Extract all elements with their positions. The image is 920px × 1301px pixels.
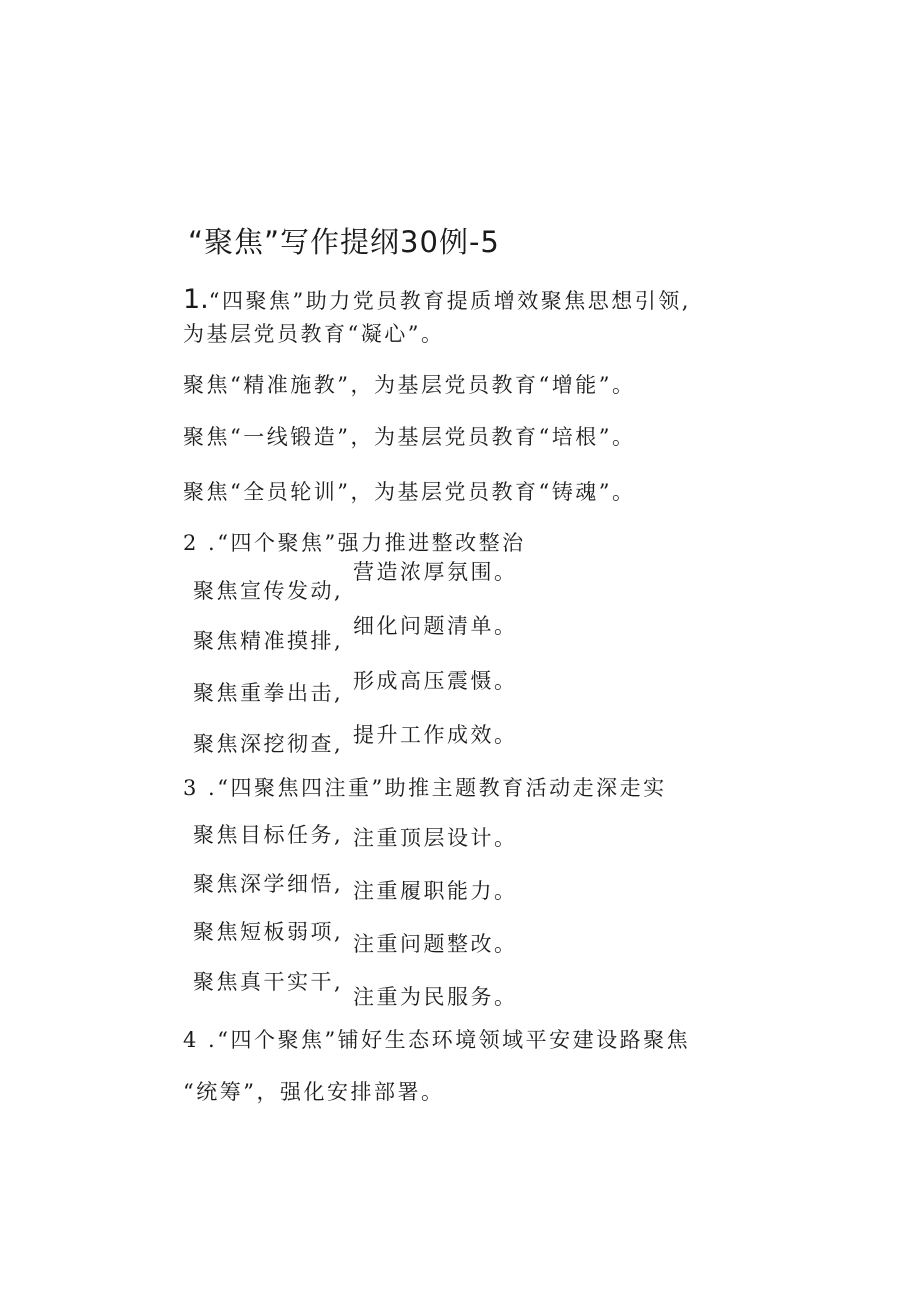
section-2-row-right: 细化问题清单。 [353,614,518,638]
section-3-row-left: 聚焦深学细悟, [193,872,344,896]
section-3-row-left: 聚焦短板弱项, [193,920,344,944]
section-1-item: 聚焦“全员轮训”，为基层党员教育“铸魂”。 [183,480,636,504]
section-3-row-right: 注重为民服务。 [353,985,518,1009]
section-1-number: 1. [183,284,209,315]
section-2-row-right: 营造浓厚氛围。 [353,560,518,584]
section-2-row-right: 提升工作成效。 [353,723,518,747]
section-2-row-left: 聚焦深挖彻查, [193,732,344,756]
page-title: “聚焦”写作提纲30例-5 [188,225,500,259]
section-2-heading: 2 .“四个聚焦”强力推进整改整治 [183,531,526,555]
section-3-row-right: 注重顶层设计。 [353,826,518,850]
section-4-line-2: “统筹”，强化安排部署。 [183,1080,445,1104]
section-2-row-left: 聚焦重拳出击, [193,681,344,705]
section-1-item: 聚焦“一线锻造”，为基层党员教育“培根”。 [183,425,636,449]
section-4-heading: 4 .“四个聚焦”铺好生态环境领域平安建设路聚焦 [183,1028,691,1052]
section-2-row-right: 形成高压震慑。 [353,669,518,693]
section-1-heading: “四聚焦”助力党员教育提质增效聚焦思想引领, [208,289,691,313]
section-3-row-right: 注重问题整改。 [353,932,518,956]
section-1-line-1 [183,284,691,315]
section-1-item: 聚焦“精准施教”，为基层党员教育“增能”。 [183,373,636,397]
section-3-row-left: 聚焦目标任务, [193,823,344,847]
section-3-row-left: 聚焦真干实干, [193,970,344,994]
section-1-line-2: 为基层党员教育“凝心”。 [183,322,445,346]
section-3-row-right: 注重履职能力。 [353,879,518,903]
section-2-row-left: 聚焦精准摸排, [193,629,344,653]
section-3-heading: 3 .“四聚焦四注重”助推主题教育活动走深走实 [183,776,667,800]
section-2-row-left: 聚焦宣传发动, [193,579,344,603]
